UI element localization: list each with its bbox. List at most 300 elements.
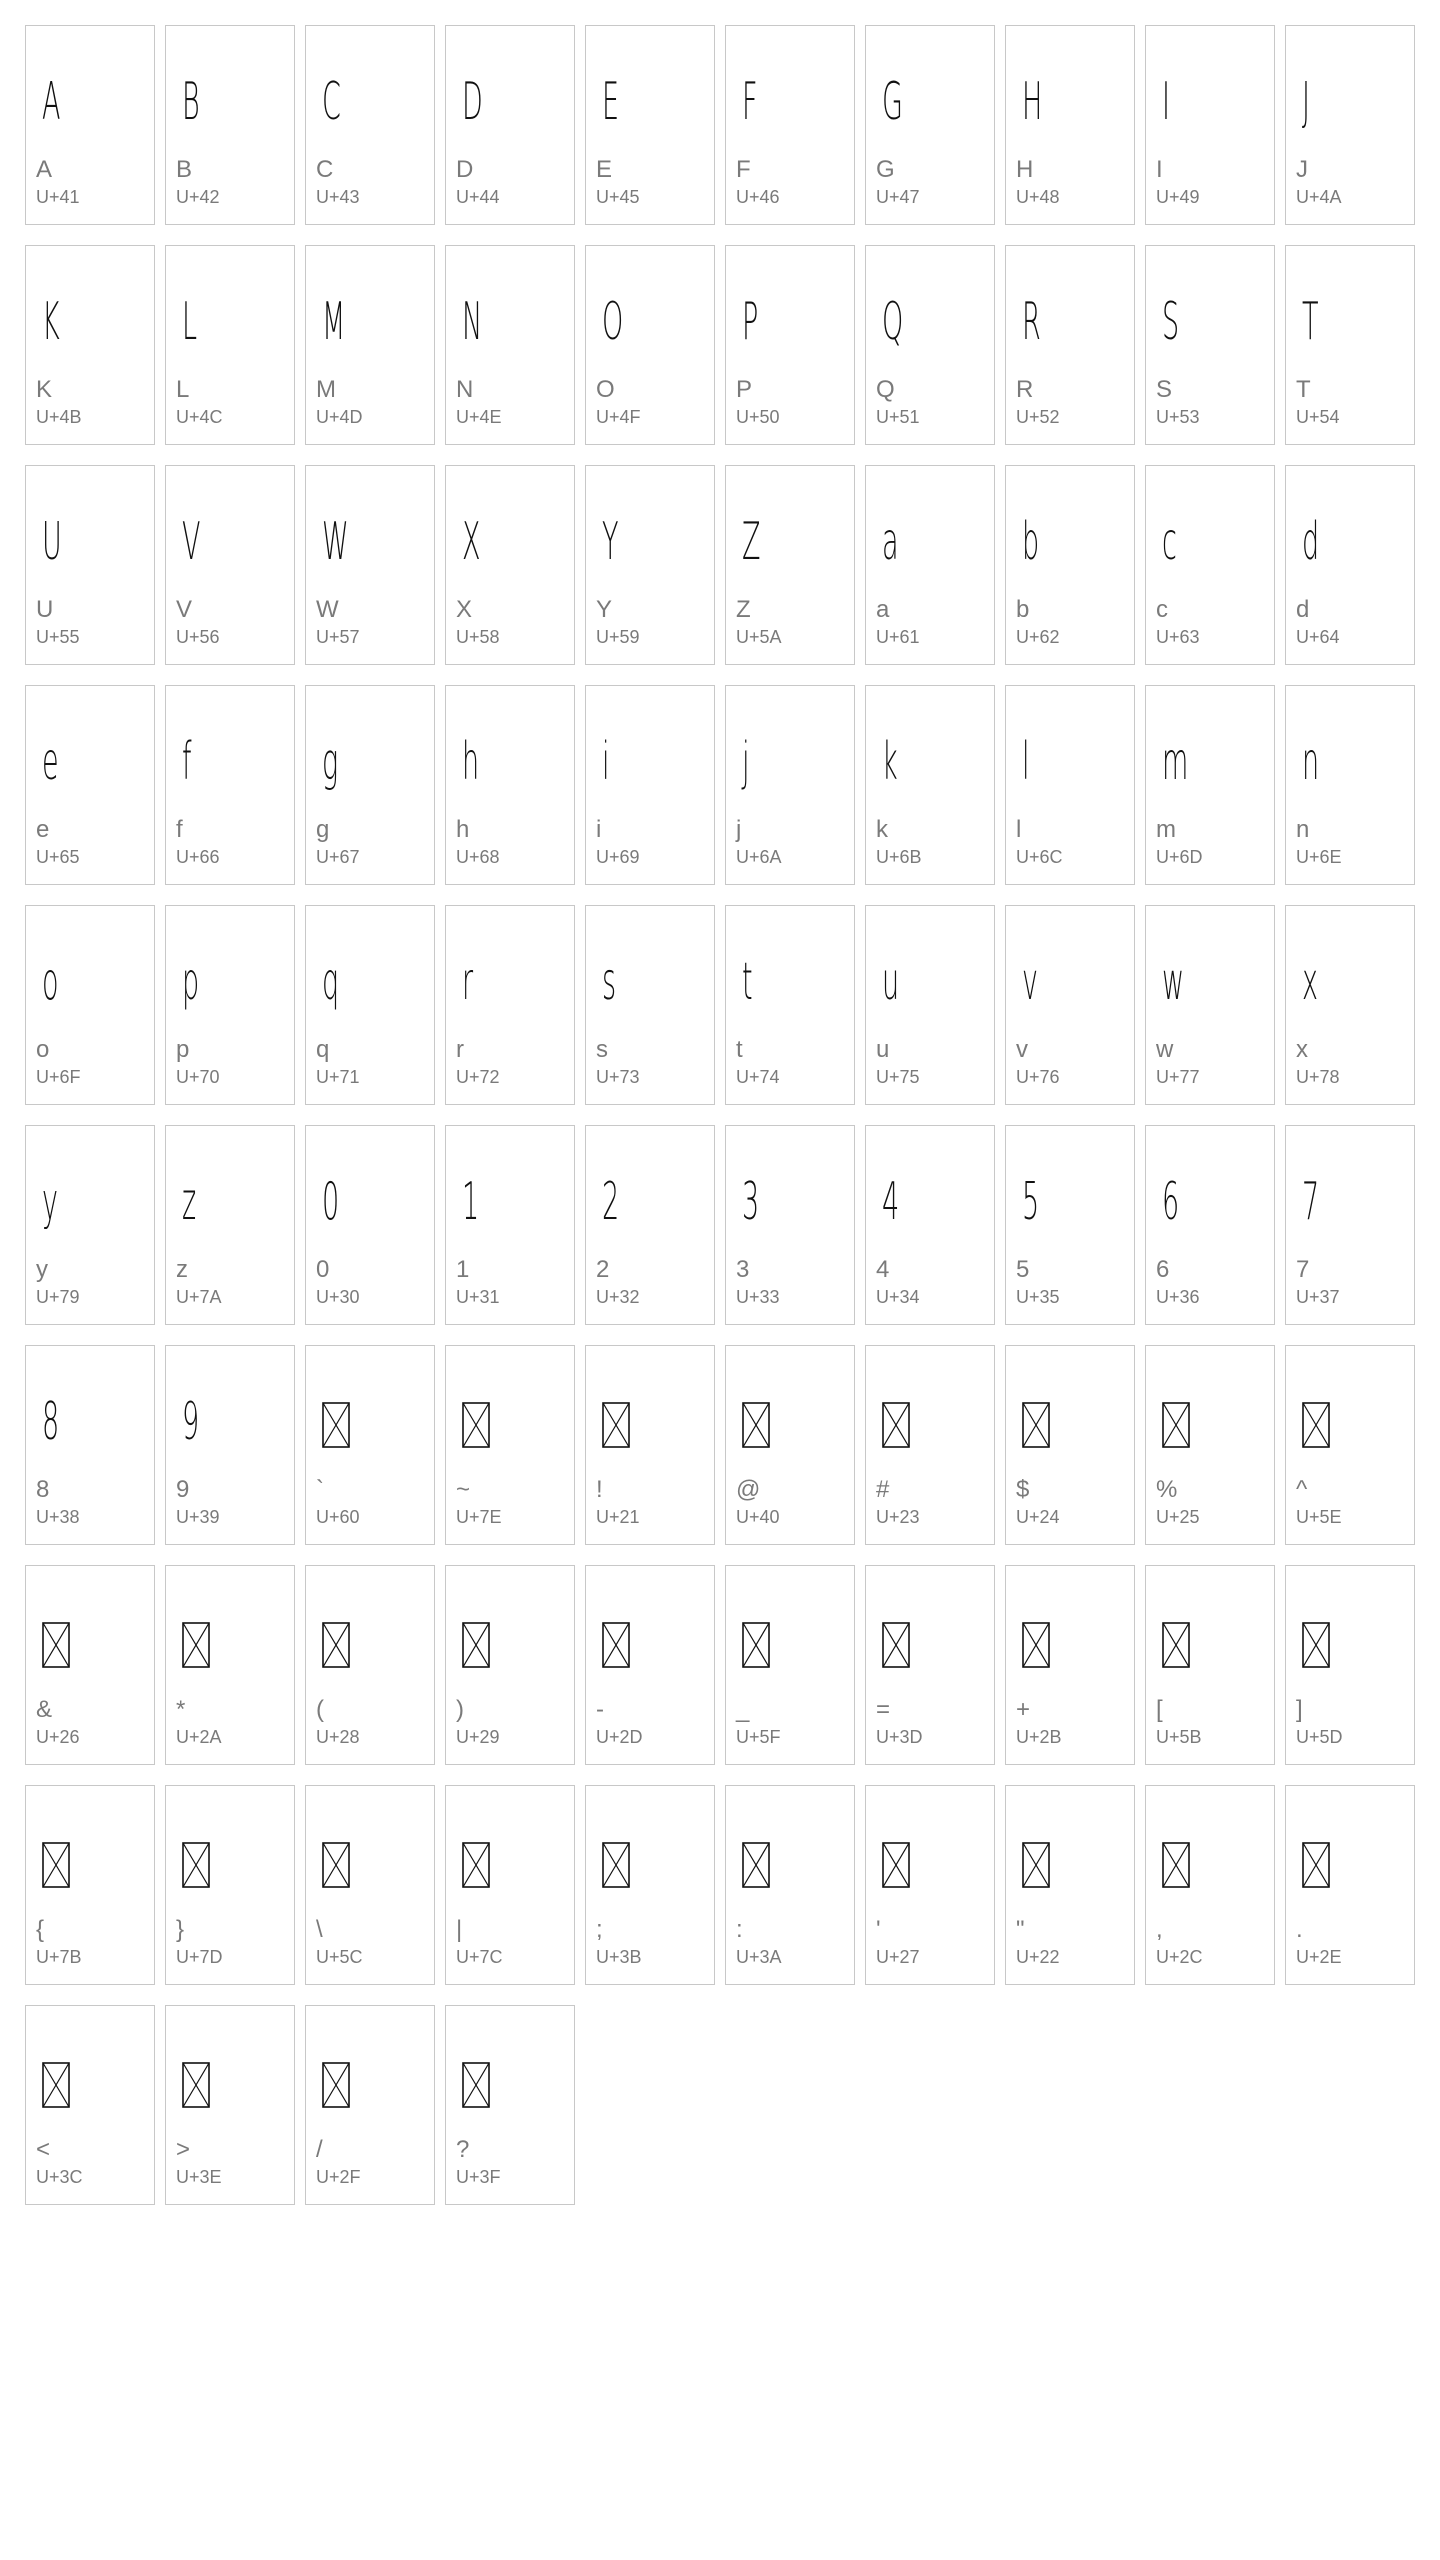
glyph-cell xyxy=(585,25,715,225)
glyph-preview xyxy=(1162,264,1262,352)
glyph-cell xyxy=(25,905,155,1105)
character-label: g xyxy=(316,816,330,843)
glyph-cell xyxy=(25,1125,155,1325)
codepoint-label: U+69 xyxy=(596,847,640,867)
codepoint-label: U+27 xyxy=(876,1947,920,1967)
character-label: : xyxy=(736,1916,743,1943)
glyph-preview xyxy=(602,924,702,1012)
glyph-cell xyxy=(1285,465,1415,665)
glyph-sample: l xyxy=(1022,732,1030,792)
glyph-cell xyxy=(445,905,575,1105)
glyph-sample: i xyxy=(602,732,610,792)
glyph-cell xyxy=(1285,1565,1415,1765)
character-label: . xyxy=(1296,1916,1303,1943)
glyph-sample: E xyxy=(602,72,620,132)
glyph-cell xyxy=(305,2005,435,2205)
codepoint-label: U+3A xyxy=(736,1947,782,1967)
character-label: d xyxy=(1296,596,1310,623)
character-label: I xyxy=(1156,156,1163,183)
character-label: 8 xyxy=(36,1476,50,1503)
missing-glyph-icon xyxy=(182,1622,210,1668)
codepoint-label: U+29 xyxy=(456,1727,500,1747)
codepoint-label: U+24 xyxy=(1016,1507,1060,1527)
character-label: u xyxy=(876,1036,890,1063)
codepoint-label: U+63 xyxy=(1156,627,1200,647)
missing-glyph-icon xyxy=(1302,1622,1330,1668)
glyph-preview xyxy=(742,484,842,572)
glyph-sample: I xyxy=(1162,72,1170,132)
glyph-preview xyxy=(42,484,142,572)
glyph-sample: s xyxy=(602,952,617,1012)
character-label: h xyxy=(456,816,470,843)
glyph-cell xyxy=(1145,685,1275,885)
character-label: r xyxy=(456,1036,464,1063)
glyph-cell xyxy=(305,905,435,1105)
glyph-preview xyxy=(322,1804,422,1888)
glyph-preview xyxy=(322,1584,422,1668)
codepoint-label: U+5A xyxy=(736,627,782,647)
glyph-sample: 3 xyxy=(742,1172,760,1232)
character-label: = xyxy=(876,1696,891,1723)
character-label: ) xyxy=(456,1696,464,1723)
codepoint-label: U+40 xyxy=(736,1507,780,1527)
codepoint-label: U+58 xyxy=(456,627,500,647)
codepoint-label: U+67 xyxy=(316,847,360,867)
glyph-preview xyxy=(882,1144,982,1232)
missing-glyph-icon xyxy=(1022,1402,1050,1448)
codepoint-label: U+46 xyxy=(736,187,780,207)
missing-glyph-icon xyxy=(182,2062,210,2108)
codepoint-label: U+39 xyxy=(176,1507,220,1527)
glyph-cell xyxy=(585,1565,715,1765)
character-label: A xyxy=(36,156,53,183)
glyph-sample: 9 xyxy=(182,1392,200,1452)
glyph-preview xyxy=(322,264,422,352)
glyph-sample: x xyxy=(1302,952,1319,1012)
missing-glyph-icon xyxy=(1022,1842,1050,1888)
character-label: / xyxy=(316,2136,323,2163)
codepoint-label: U+6F xyxy=(36,1067,81,1087)
glyph-preview xyxy=(1022,1584,1122,1668)
missing-glyph-icon xyxy=(1022,1622,1050,1668)
glyph-sample: q xyxy=(322,952,340,1012)
glyph-sample: X xyxy=(462,512,481,572)
character-label: & xyxy=(36,1696,53,1723)
glyph-sample: P xyxy=(742,292,759,352)
character-label: ! xyxy=(596,1476,603,1503)
glyph-sample: L xyxy=(182,292,198,352)
missing-glyph-icon xyxy=(462,1842,490,1888)
glyph-cell xyxy=(445,25,575,225)
glyph-sample: B xyxy=(182,72,200,132)
glyph-preview xyxy=(882,264,982,352)
codepoint-label: U+3C xyxy=(36,2167,83,2187)
glyph-cell xyxy=(585,465,715,665)
glyph-sample: H xyxy=(1022,72,1043,132)
glyph-preview xyxy=(322,1364,422,1448)
codepoint-label: U+6A xyxy=(736,847,782,867)
glyph-sample: y xyxy=(42,1172,59,1232)
glyph-sample: M xyxy=(322,292,346,352)
glyph-preview xyxy=(462,924,562,1012)
codepoint-label: U+45 xyxy=(596,187,640,207)
codepoint-label: U+4D xyxy=(316,407,363,427)
glyph-preview xyxy=(42,1144,142,1232)
codepoint-label: U+4F xyxy=(596,407,641,427)
glyph-preview xyxy=(602,264,702,352)
character-label: c xyxy=(1156,596,1168,623)
glyph-sample: a xyxy=(882,512,899,572)
glyph-cell xyxy=(445,1565,575,1765)
glyph-preview xyxy=(462,44,562,132)
missing-glyph-icon xyxy=(42,1842,70,1888)
character-label: _ xyxy=(736,1696,750,1723)
glyph-cell xyxy=(725,245,855,445)
glyph-preview xyxy=(882,1364,982,1448)
missing-glyph-icon xyxy=(462,1622,490,1668)
codepoint-label: U+3D xyxy=(876,1727,923,1747)
codepoint-label: U+4B xyxy=(36,407,82,427)
glyph-cell xyxy=(725,685,855,885)
glyph-preview xyxy=(462,704,562,792)
codepoint-label: U+26 xyxy=(36,1727,80,1747)
character-label: S xyxy=(1156,376,1173,403)
glyph-cell xyxy=(445,245,575,445)
codepoint-label: U+73 xyxy=(596,1067,640,1087)
glyph-cell xyxy=(865,905,995,1105)
character-label: O xyxy=(596,376,615,403)
glyph-cell xyxy=(865,1565,995,1765)
glyph-cell xyxy=(1145,1785,1275,1985)
glyph-cell xyxy=(445,465,575,665)
glyph-preview xyxy=(882,1804,982,1888)
missing-glyph-icon xyxy=(42,2062,70,2108)
glyph-sample: W xyxy=(322,512,349,572)
glyph-cell xyxy=(1285,905,1415,1105)
codepoint-label: U+41 xyxy=(36,187,80,207)
codepoint-label: U+59 xyxy=(596,627,640,647)
glyph-cell xyxy=(445,1125,575,1325)
glyph-cell xyxy=(445,1345,575,1545)
character-label: Q xyxy=(876,376,895,403)
codepoint-label: U+7C xyxy=(456,1947,503,1967)
codepoint-label: U+25 xyxy=(1156,1507,1200,1527)
character-label: $ xyxy=(1016,1476,1030,1503)
character-label: N xyxy=(456,376,474,403)
glyph-cell xyxy=(305,245,435,445)
codepoint-label: U+43 xyxy=(316,187,360,207)
missing-glyph-icon xyxy=(602,1402,630,1448)
glyph-preview xyxy=(182,2024,282,2108)
glyph-preview xyxy=(1302,484,1402,572)
glyph-preview xyxy=(1302,264,1402,352)
glyph-preview xyxy=(602,484,702,572)
character-label: 0 xyxy=(316,1256,330,1283)
glyph-sample: T xyxy=(1302,292,1319,352)
glyph-sample: 1 xyxy=(462,1172,480,1232)
glyph-preview xyxy=(182,264,282,352)
glyph-sample: e xyxy=(42,732,59,792)
character-label: p xyxy=(176,1036,190,1063)
character-label: % xyxy=(1156,1476,1178,1503)
codepoint-label: U+4A xyxy=(1296,187,1342,207)
glyph-cell xyxy=(865,25,995,225)
glyph-preview xyxy=(602,44,702,132)
glyph-preview xyxy=(1022,1804,1122,1888)
codepoint-label: U+2F xyxy=(316,2167,361,2187)
glyph-cell xyxy=(25,1345,155,1545)
codepoint-label: U+2D xyxy=(596,1727,643,1747)
glyph-preview xyxy=(322,704,422,792)
character-label: H xyxy=(1016,156,1034,183)
glyph-sample: j xyxy=(742,732,750,792)
glyph-preview xyxy=(1022,264,1122,352)
glyph-cell xyxy=(25,245,155,445)
character-label: ? xyxy=(456,2136,470,2163)
glyph-sample: w xyxy=(1162,952,1185,1012)
glyph-preview xyxy=(42,44,142,132)
glyph-cell xyxy=(165,465,295,665)
codepoint-label: U+21 xyxy=(596,1507,640,1527)
glyph-preview xyxy=(1162,1804,1262,1888)
character-label: ~ xyxy=(456,1476,471,1503)
glyph-sample: K xyxy=(42,292,60,352)
codepoint-label: U+33 xyxy=(736,1287,780,1307)
glyph-preview xyxy=(1302,1804,1402,1888)
glyph-preview xyxy=(1162,704,1262,792)
glyph-preview xyxy=(1302,704,1402,792)
codepoint-label: U+38 xyxy=(36,1507,80,1527)
codepoint-label: U+32 xyxy=(596,1287,640,1307)
missing-glyph-icon xyxy=(1302,1402,1330,1448)
codepoint-label: U+5E xyxy=(1296,1507,1342,1527)
glyph-sample: g xyxy=(322,732,339,792)
glyph-cell xyxy=(585,1125,715,1325)
glyph-sample: z xyxy=(182,1172,197,1232)
glyph-preview xyxy=(1162,44,1262,132)
glyph-preview xyxy=(182,1804,282,1888)
glyph-preview xyxy=(42,1584,142,1668)
glyph-cell xyxy=(1005,245,1135,445)
glyph-sample: n xyxy=(1302,732,1320,792)
glyph-cell xyxy=(1005,1125,1135,1325)
missing-glyph-icon xyxy=(882,1402,910,1448)
glyph-sample: k xyxy=(882,732,898,792)
glyph-sample: h xyxy=(462,732,480,792)
codepoint-label: U+3E xyxy=(176,2167,222,2187)
codepoint-label: U+48 xyxy=(1016,187,1060,207)
character-label: J xyxy=(1296,156,1308,183)
missing-glyph-icon xyxy=(1162,1622,1190,1668)
codepoint-label: U+7A xyxy=(176,1287,222,1307)
glyph-cell xyxy=(1285,1125,1415,1325)
character-label: - xyxy=(596,1696,604,1723)
glyph-cell xyxy=(305,685,435,885)
glyph-sample: v xyxy=(1022,952,1039,1012)
codepoint-label: U+6D xyxy=(1156,847,1203,867)
glyph-sample: r xyxy=(462,952,474,1012)
codepoint-label: U+34 xyxy=(876,1287,920,1307)
codepoint-label: U+51 xyxy=(876,407,920,427)
missing-glyph-icon xyxy=(742,1402,770,1448)
glyph-preview xyxy=(1162,924,1262,1012)
glyph-cell xyxy=(1145,245,1275,445)
character-label: ' xyxy=(876,1916,881,1943)
glyph-sample: S xyxy=(1162,292,1180,352)
glyph-preview xyxy=(322,924,422,1012)
codepoint-label: U+47 xyxy=(876,187,920,207)
glyph-sample: G xyxy=(882,72,903,132)
character-label: z xyxy=(176,1256,188,1283)
glyph-cell xyxy=(585,685,715,885)
glyph-cell xyxy=(1285,685,1415,885)
codepoint-label: U+44 xyxy=(456,187,500,207)
glyph-cell xyxy=(725,25,855,225)
codepoint-label: U+66 xyxy=(176,847,220,867)
glyph-cell xyxy=(1285,1785,1415,1985)
glyph-sample: 6 xyxy=(1162,1172,1180,1232)
glyph-preview xyxy=(182,924,282,1012)
glyph-cell xyxy=(1285,25,1415,225)
codepoint-label: U+52 xyxy=(1016,407,1060,427)
character-label: m xyxy=(1156,816,1176,843)
glyph-sample: 4 xyxy=(882,1172,900,1232)
codepoint-label: U+31 xyxy=(456,1287,500,1307)
codepoint-label: U+6C xyxy=(1016,847,1063,867)
character-label: " xyxy=(1016,1916,1025,1943)
character-label: w xyxy=(1156,1036,1174,1063)
glyph-cell xyxy=(725,1565,855,1765)
glyph-preview xyxy=(182,1584,282,1668)
glyph-preview xyxy=(742,1584,842,1668)
glyph-cell xyxy=(165,685,295,885)
glyph-cell xyxy=(725,1345,855,1545)
glyph-sample: f xyxy=(182,732,192,792)
codepoint-label: U+7E xyxy=(456,1507,502,1527)
glyph-cell xyxy=(25,2005,155,2205)
character-label: K xyxy=(36,376,53,403)
character-label: 1 xyxy=(456,1256,470,1283)
codepoint-label: U+65 xyxy=(36,847,80,867)
glyph-preview xyxy=(602,1804,702,1888)
character-label: , xyxy=(1156,1916,1163,1943)
character-label: Y xyxy=(596,596,613,623)
glyph-preview xyxy=(1302,44,1402,132)
character-label: M xyxy=(316,376,336,403)
missing-glyph-icon xyxy=(602,1622,630,1668)
glyph-sample: u xyxy=(882,952,900,1012)
character-label: < xyxy=(36,2136,51,2163)
glyph-sample: 2 xyxy=(602,1172,620,1232)
codepoint-label: U+76 xyxy=(1016,1067,1060,1087)
glyph-preview xyxy=(882,1584,982,1668)
codepoint-label: U+35 xyxy=(1016,1287,1060,1307)
character-label: o xyxy=(36,1036,50,1063)
glyph-preview xyxy=(742,704,842,792)
missing-glyph-icon xyxy=(42,1622,70,1668)
glyph-cell xyxy=(445,2005,575,2205)
missing-glyph-icon xyxy=(1302,1842,1330,1888)
glyph-sample: J xyxy=(1302,72,1310,132)
glyph-cell xyxy=(165,1565,295,1765)
glyph-preview xyxy=(742,1804,842,1888)
glyph-preview xyxy=(742,924,842,1012)
codepoint-label: U+5C xyxy=(316,1947,363,1967)
codepoint-label: U+42 xyxy=(176,187,220,207)
glyph-preview xyxy=(882,924,982,1012)
character-label: ^ xyxy=(1296,1476,1308,1503)
character-label: P xyxy=(736,376,753,403)
character-label: a xyxy=(876,596,890,623)
character-label: s xyxy=(596,1036,608,1063)
glyph-preview xyxy=(1022,924,1122,1012)
glyph-cell xyxy=(1145,1345,1275,1545)
codepoint-label: U+49 xyxy=(1156,187,1200,207)
glyph-preview xyxy=(42,264,142,352)
glyph-cell xyxy=(25,1565,155,1765)
glyph-preview xyxy=(602,1584,702,1668)
glyph-preview xyxy=(322,2024,422,2108)
missing-glyph-icon xyxy=(322,1402,350,1448)
glyph-grid xyxy=(25,25,1420,2205)
glyph-cell xyxy=(1005,1565,1135,1765)
codepoint-label: U+36 xyxy=(1156,1287,1200,1307)
glyph-cell xyxy=(725,1785,855,1985)
glyph-preview xyxy=(882,704,982,792)
glyph-cell xyxy=(305,1125,435,1325)
glyph-preview xyxy=(1022,1364,1122,1448)
glyph-preview xyxy=(1022,44,1122,132)
glyph-preview xyxy=(462,2024,562,2108)
glyph-cell xyxy=(865,1785,995,1985)
glyph-cell xyxy=(305,1785,435,1985)
character-label: i xyxy=(596,816,602,843)
missing-glyph-icon xyxy=(322,1842,350,1888)
codepoint-label: U+5F xyxy=(736,1727,781,1747)
glyph-cell xyxy=(25,685,155,885)
glyph-cell xyxy=(165,2005,295,2205)
character-label: 3 xyxy=(736,1256,750,1283)
codepoint-label: U+54 xyxy=(1296,407,1340,427)
codepoint-label: U+30 xyxy=(316,1287,360,1307)
glyph-sample: Y xyxy=(602,512,619,572)
glyph-cell xyxy=(305,465,435,665)
character-label: 4 xyxy=(876,1256,890,1283)
glyph-sample: U xyxy=(42,512,62,572)
codepoint-label: U+6B xyxy=(876,847,922,867)
glyph-sample: D xyxy=(462,72,483,132)
glyph-sample: 7 xyxy=(1302,1172,1320,1232)
glyph-cell xyxy=(1005,905,1135,1105)
codepoint-label: U+2C xyxy=(1156,1947,1203,1967)
missing-glyph-icon xyxy=(882,1842,910,1888)
glyph-sample: A xyxy=(42,72,61,132)
glyph-sample: o xyxy=(42,952,59,1012)
glyph-preview xyxy=(1022,1144,1122,1232)
glyph-cell xyxy=(1145,25,1275,225)
glyph-preview xyxy=(42,2024,142,2108)
character-label: G xyxy=(876,156,895,183)
glyph-cell xyxy=(1145,905,1275,1105)
codepoint-label: U+78 xyxy=(1296,1067,1340,1087)
glyph-cell xyxy=(165,1125,295,1325)
glyph-cell xyxy=(305,1345,435,1545)
glyph-sample: Q xyxy=(882,292,904,352)
codepoint-label: U+2E xyxy=(1296,1947,1342,1967)
character-label: ` xyxy=(316,1476,324,1503)
glyph-preview xyxy=(742,44,842,132)
codepoint-label: U+64 xyxy=(1296,627,1340,647)
